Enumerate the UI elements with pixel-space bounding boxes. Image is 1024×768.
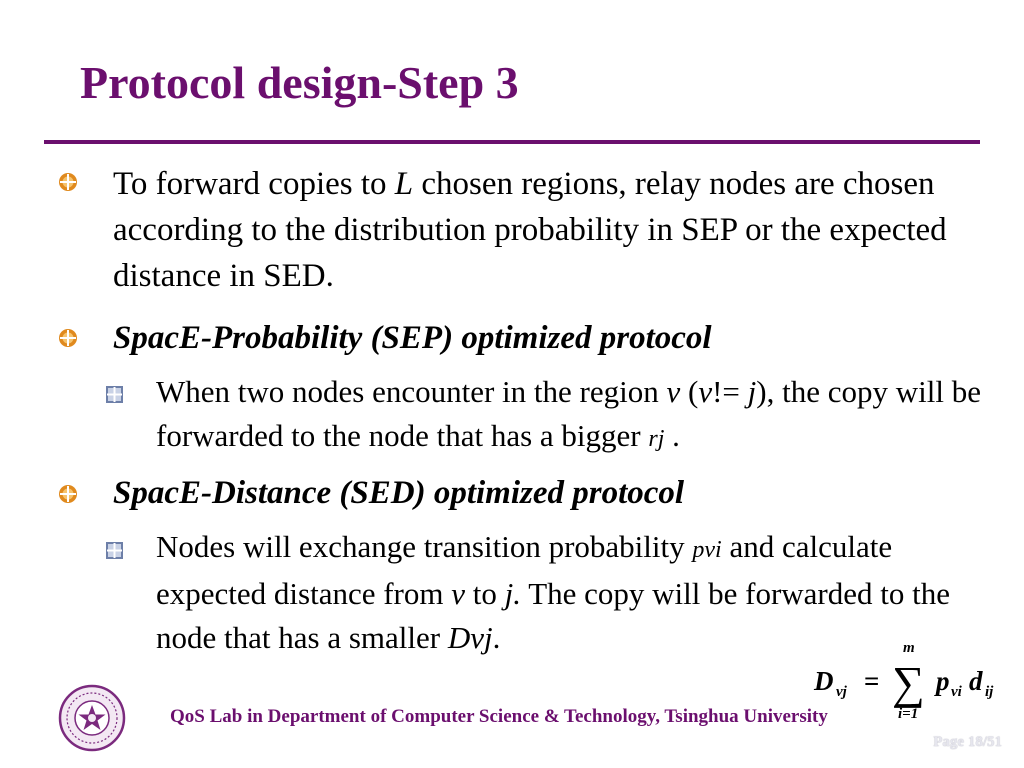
target-bullet-icon	[58, 172, 78, 192]
bullet-2-heading: SpacE-Probability (SEP) optimized protocol	[113, 320, 712, 356]
formula-sigma: ∑	[892, 657, 925, 708]
bullet-3-sub-d: The copy will be forwarded to the node that has a smaller	[156, 576, 950, 655]
slide-title: Protocol design-Step 3	[80, 57, 519, 108]
footer-institution: QoS Lab in Department of Computer Science & Technology, Tsinghua University	[170, 706, 828, 727]
bullet-1-text	[113, 161, 993, 299]
tsinghua-seal-logo	[58, 684, 126, 752]
formula-p: p	[936, 666, 950, 696]
page-number: Page 18/51	[933, 734, 1002, 750]
bullet-3-sub-e: .	[492, 620, 501, 655]
bullet-3-sub-var-Dvj: Dvj	[447, 620, 493, 655]
formula-lhs: D	[814, 666, 834, 696]
target-bullet-icon	[58, 328, 78, 348]
bullet-1-text-b: chosen regions, relay nodes are chosen according to the distribution probability in SEP or the expected distance in SED.	[113, 166, 947, 294]
bullet-2-sub-b: (	[680, 374, 699, 409]
bullet-3-sub-var-pvi: pvi	[692, 537, 722, 563]
formula-p-sub: vi	[951, 684, 962, 700]
formula-equals: =	[864, 666, 880, 696]
bullet-2-sub-d: ), the copy will be forwarded to the node that has a bigger	[156, 374, 981, 453]
bullet-3-sub-b: and calculate expected distance from	[156, 529, 893, 611]
bullet-2-sub-var-j: j	[747, 374, 757, 409]
formula-d: d	[969, 666, 983, 696]
target-bullet-icon	[58, 484, 78, 504]
bullet-3-sub-a: Nodes will exchange transition probability	[156, 529, 693, 564]
bullet-1-text-a: To forward copies to	[113, 166, 395, 202]
formula-lhs-sub: vj	[836, 684, 847, 700]
bullet-2-sub-var-rj: rj	[648, 426, 665, 452]
bullet-1-var-L: L	[394, 166, 414, 202]
dvj-formula	[812, 638, 1008, 722]
formula-d-sub: ij	[985, 684, 994, 700]
bullet-2-sub-var-v: v	[666, 374, 681, 409]
bullet-3-sub-var-j: j.	[504, 576, 521, 611]
bullet-2-sub-var-v2: v	[698, 374, 713, 409]
square-cross-bullet-icon	[106, 386, 123, 403]
bullet-2-sub-a: When two nodes encounter in the region	[156, 374, 667, 409]
bullet-3-sub-var-v: v	[451, 576, 465, 611]
square-cross-bullet-icon	[106, 542, 123, 559]
bullet-2-sub-e: .	[664, 418, 680, 453]
bullet-2-sub-c: !=	[712, 374, 748, 409]
bullet-2-sub-text	[156, 370, 996, 461]
bullet-3-heading: SpacE-Distance (SED) optimized protocol	[113, 475, 685, 511]
bullet-3-sub-c: to	[465, 576, 505, 611]
formula-lower: i=1	[898, 706, 919, 722]
title-underline	[44, 140, 980, 144]
formula-upper: m	[903, 640, 915, 656]
